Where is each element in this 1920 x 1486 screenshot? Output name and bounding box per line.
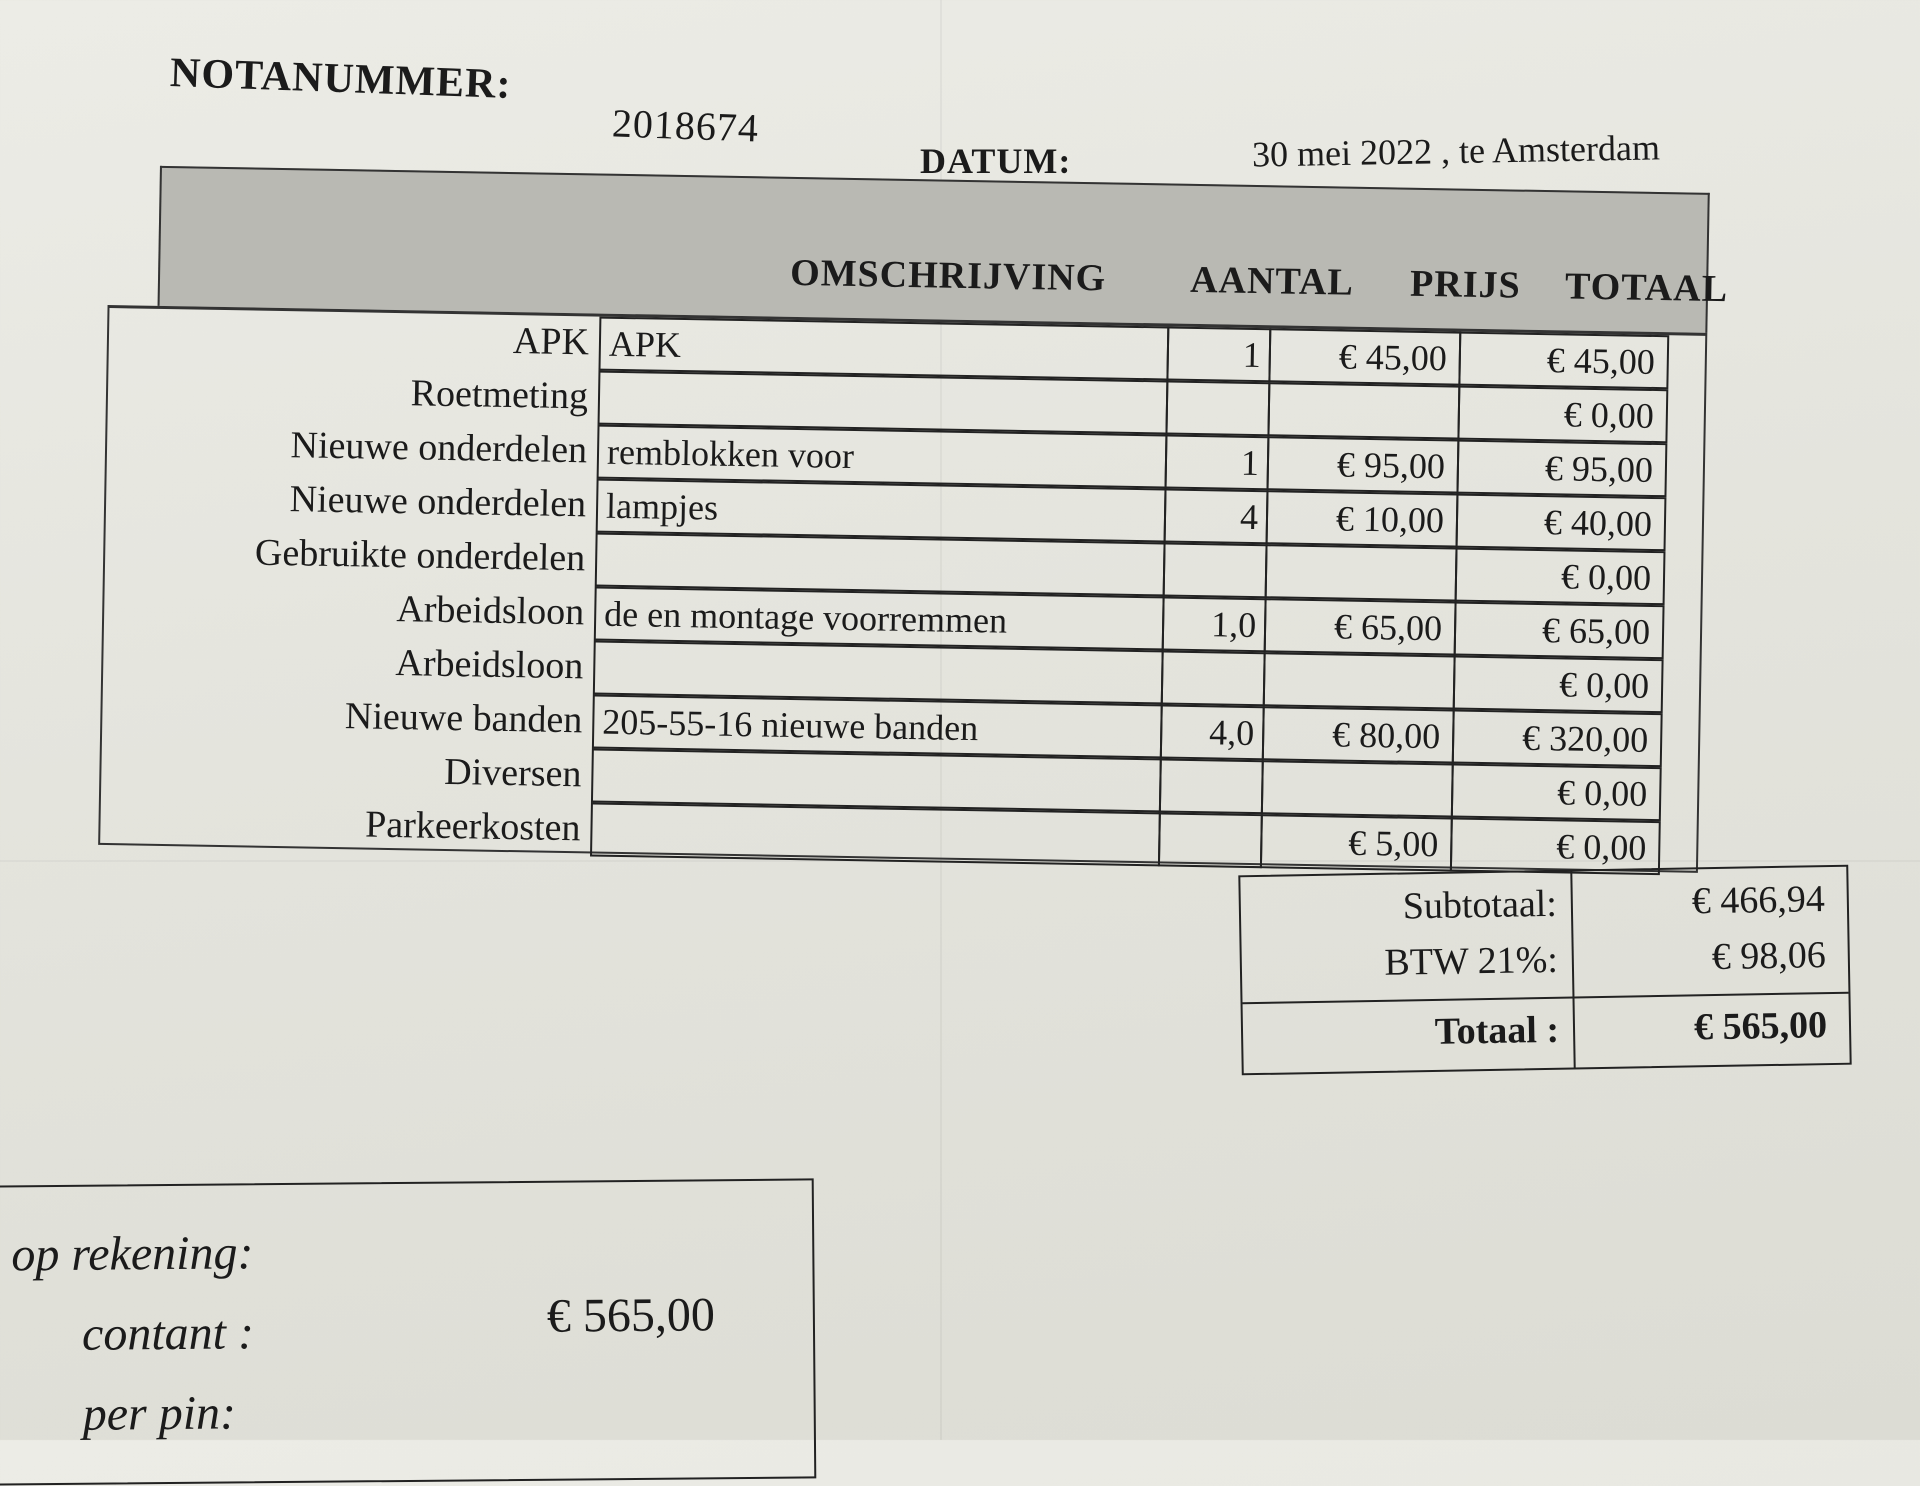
totaal-cell: € 40,00	[1456, 494, 1667, 552]
header-aantal: AANTAL	[1189, 258, 1355, 304]
desc-cell: APK	[598, 317, 1169, 381]
aantal-cell	[1163, 542, 1268, 598]
prijs-cell: € 95,00	[1267, 436, 1460, 493]
row-label: Nieuwe onderdelen	[290, 424, 588, 472]
totaal-cell: € 0,00	[1457, 386, 1668, 444]
cash-label: contant :	[81, 1306, 255, 1361]
aantal-cell	[1158, 812, 1263, 868]
row-label: Arbeidsloon	[396, 588, 585, 634]
prijs-cell	[1265, 544, 1458, 601]
prijs-cell: € 10,00	[1266, 490, 1459, 547]
table-body	[98, 305, 1707, 873]
totaal-cell: € 65,00	[1454, 602, 1665, 660]
row-label: Nieuwe banden	[344, 695, 583, 742]
total-value: € 565,00	[1693, 1004, 1828, 1049]
aantal-cell: 4,0	[1160, 704, 1265, 760]
totaal-cell: € 95,00	[1456, 440, 1667, 498]
prijs-cell	[1267, 382, 1460, 439]
row-label: Diversen	[443, 750, 582, 796]
date-value: 30 mei 2022 , te Amsterdam	[1251, 127, 1661, 175]
desc-cell: lampjes	[596, 479, 1167, 543]
header-totaal: TOTAAL	[1564, 265, 1729, 311]
totaal-cell: € 45,00	[1458, 332, 1669, 390]
total-row	[1243, 1003, 1850, 1070]
prijs-cell: € 65,00	[1264, 598, 1457, 655]
vat-label: BTW 21%:	[1384, 938, 1559, 984]
total-label: Totaal :	[1434, 1008, 1560, 1053]
nota-number-label: NOTANUMMER:	[169, 50, 513, 108]
prijs-cell: € 80,00	[1262, 706, 1455, 763]
row-label: Nieuwe onderdelen	[289, 478, 587, 526]
pin-label: per pin:	[82, 1386, 237, 1441]
desc-cell	[598, 371, 1169, 435]
header-prijs: PRIJS	[1409, 262, 1522, 307]
row-label: Arbeidsloon	[395, 642, 584, 688]
prijs-cell: € 45,00	[1268, 328, 1461, 385]
aantal-cell: 1	[1165, 434, 1270, 490]
vat-row	[1241, 933, 1848, 1000]
totaal-cell: € 0,00	[1455, 548, 1666, 606]
row-label: APK	[512, 320, 590, 364]
subtotal-label: Subtotaal:	[1402, 882, 1558, 928]
totaal-cell: € 0,00	[1451, 764, 1662, 822]
totaal-cell: € 0,00	[1453, 656, 1664, 714]
on-account-label: op rekening:	[11, 1226, 254, 1282]
table-header-band	[158, 166, 1729, 333]
aantal-cell: 4	[1164, 488, 1269, 544]
desc-cell	[593, 641, 1164, 705]
totals-box	[1238, 865, 1851, 1076]
desc-cell	[591, 748, 1162, 812]
prijs-cell	[1263, 652, 1456, 709]
subtotal-value: € 466,94	[1691, 878, 1826, 923]
invoice-table	[98, 165, 1729, 873]
date-label: DATUM:	[920, 141, 1072, 181]
totaal-cell: € 320,00	[1452, 710, 1663, 768]
aantal-cell	[1159, 758, 1264, 814]
desc-cell: remblokken voor	[597, 425, 1168, 489]
desc-cell	[595, 533, 1166, 597]
aantal-cell	[1161, 650, 1266, 706]
nota-number-value: 2018674	[611, 100, 760, 151]
prijs-cell	[1261, 760, 1454, 817]
totaal-cell: € 0,00	[1450, 817, 1661, 875]
row-label: Roetmeting	[410, 372, 589, 418]
vat-value: € 98,06	[1711, 934, 1827, 979]
aantal-cell: 1	[1166, 326, 1271, 382]
row-label: Parkeerkosten	[364, 803, 581, 850]
prijs-cell: € 5,00	[1260, 814, 1453, 871]
row-label: Gebruikte onderdelen	[254, 531, 586, 580]
desc-cell: 205-55-16 nieuwe banden	[592, 695, 1163, 759]
header-omschrijving: OMSCHRIJVING	[789, 251, 1107, 300]
desc-cell: de en montage voorremmen	[594, 587, 1165, 651]
aantal-cell: 1,0	[1162, 596, 1267, 652]
desc-cell	[590, 802, 1161, 866]
aantal-cell	[1165, 380, 1270, 436]
cash-value: € 565,00	[546, 1288, 716, 1343]
